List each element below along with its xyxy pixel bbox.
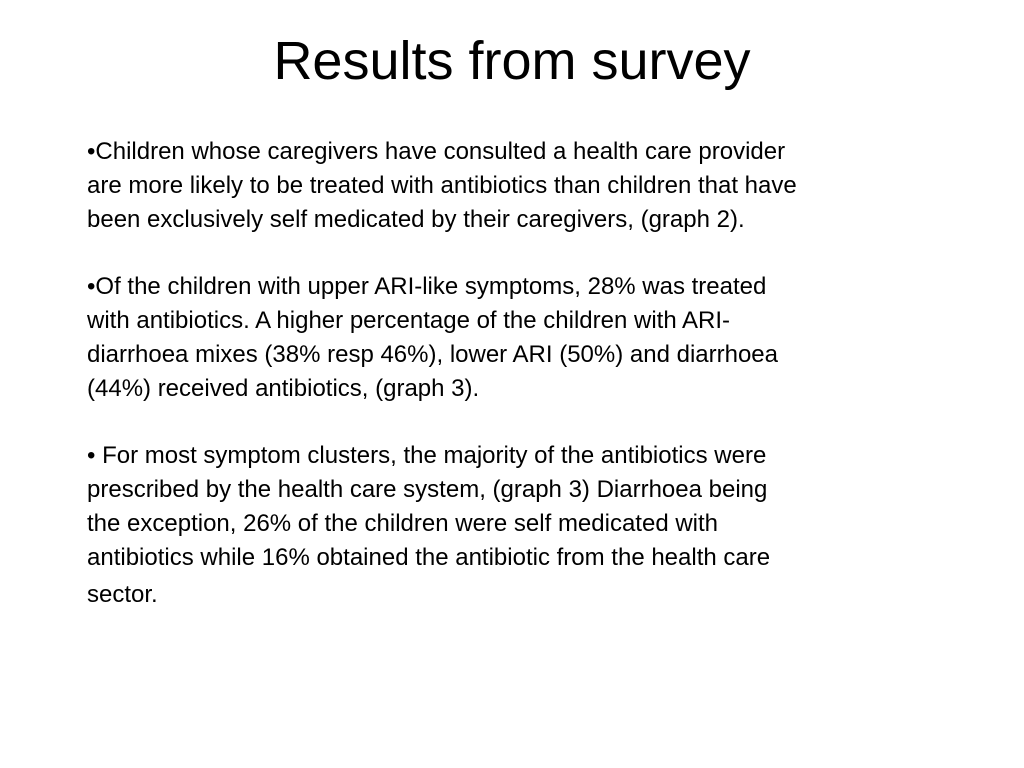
bullet-3-line-2: prescribed by the health care system, (graph 3) Diarrhoea being [87,476,768,503]
slide-body [87,135,937,648]
bullet-3-line-5: sector. [87,581,158,608]
bullet-1-line-3: been exclusively self medicated by their caregivers, (graph 2). [87,206,745,233]
slide-title: Results from survey [273,31,751,91]
bullet-point-3 [87,439,937,615]
bullet-point-1 [87,135,937,237]
bullet-1-line-1: •Children whose caregivers have consulted a health care provider [87,138,786,165]
bullet-3-line-4: antibiotics while 16% obtained the antibiotic from the health care [87,544,771,571]
bullet-2-line-3: diarrhoea mixes (38% resp 46%), lower ARI (50%) and diarrhoea [87,341,778,368]
bullet-3-line-1: • For most symptom clusters, the majority of the antibiotics were [87,442,767,469]
bullet-1-line-2: are more likely to be treated with antibiotics than children that have [87,172,797,199]
bullet-2-line-1: •Of the children with upper ARI-like symptoms, 28% was treated [87,273,767,300]
bullet-3-line-3: the exception, 26% of the children were self medicated with [87,510,719,537]
bullet-2-line-4: (44%) received antibiotics, (graph 3). [87,375,480,402]
bullet-point-2 [87,270,937,406]
bullet-2-line-2: with antibiotics. A higher percentage of the children with ARI- [87,307,731,334]
